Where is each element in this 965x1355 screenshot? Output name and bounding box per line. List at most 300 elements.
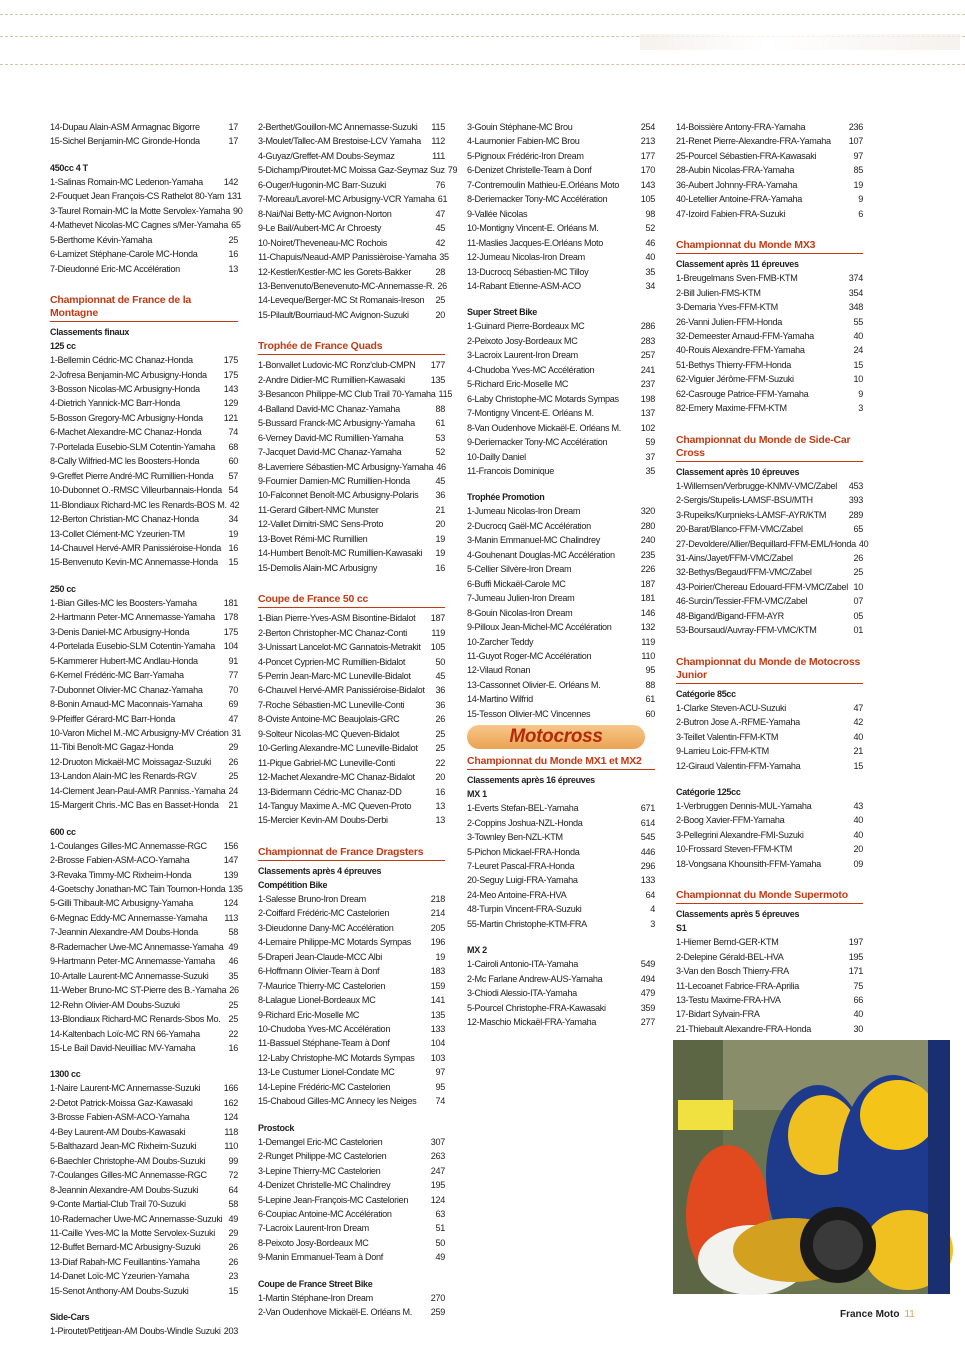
result-points: 147 [223,855,238,866]
result-entry: 2-Andre Didier-MC Rumillien-Kawasaki [258,374,405,385]
result-points: 141 [430,995,445,1006]
result-points: 24 [228,785,238,796]
result-entry: 82-Emery Maxime-FFM-KTM [676,403,787,414]
category-heading: Classement après 10 épreuves [676,466,800,477]
result-row [467,801,655,815]
result-entry: 10-Falconnet Benoît-MC Arbusigny-Polaris [258,490,419,501]
result-entry: 2-Berton Christopher-MC Chanaz-Conti [258,627,407,638]
result-points: 40 [853,1009,863,1020]
result-points: 36 [435,699,445,710]
result-entry: 4-Chudoba Yves-MC Accélération [467,364,595,375]
section-title: Championnat du Monde de Motocross Junior [676,656,863,684]
result-entry: 12-Giraud Valentin-FFM-Yamaha [676,760,801,771]
result-points: 124 [223,1112,238,1123]
page-footer [840,1309,915,1320]
result-entry: 10-Dailly Daniel [467,451,526,462]
result-entry: 5-Bosson Gregory-MC Arbusigny-Honda [50,412,203,423]
result-points: 36 [435,490,445,501]
result-points: 52 [645,223,655,234]
result-row [50,755,238,769]
result-entry: 14-Martino Wilfrid [467,694,533,705]
result-row [258,221,445,235]
result-points: 181 [223,597,238,608]
result-points: 289 [848,509,863,520]
result-points: 61 [437,194,448,205]
result-row [258,1149,445,1163]
result-entry: 11-Francois Dominique [467,465,555,476]
result-row [676,565,863,579]
result-row [50,1226,238,1240]
result-points: 79 [447,165,458,176]
divider [0,64,965,65]
result-points: 135 [430,1009,445,1020]
result-points: 61 [435,418,445,429]
result-points: 259 [430,1307,445,1318]
result-entry: 1-Breugelmans Sven-FMB-KTM [676,273,798,284]
spacer [676,416,863,428]
result-points: 74 [435,1096,445,1107]
spacer [50,813,238,825]
spacer [676,871,863,883]
result-entry: 20-Seguy Luigi-FRA-Yamaha [467,875,578,886]
result-points: 74 [228,427,238,438]
result-row [258,503,445,517]
result-points: 68 [228,441,238,452]
result-entry: 4-Balland David-MC Chanaz-Yamaha [258,403,400,414]
result-row [50,654,238,668]
result-points: 42 [435,237,445,248]
result-entry: 7-Dubonnet Olivier-MC Chanaz-Yamaha [50,684,203,695]
spacer [467,478,655,490]
result-points: 137 [640,408,655,419]
result-points: 26 [437,280,447,291]
result-row [50,483,238,497]
result-entry: 10-Varon Michel M.-MC Arbusigny-MV Création [50,727,229,738]
result-entry: 3-Chiodi Alessio-ITA-Yamaha [467,988,577,999]
result-points: 50 [435,656,445,667]
result-row [258,1080,445,1094]
result-entry: 62-Viguier Jérôme-FFM-Suzuki [676,374,794,385]
result-points: 19 [853,179,863,190]
result-points: 175 [223,626,238,637]
result-row [676,192,863,206]
result-row [258,1094,445,1108]
result-entry: 11-Lecoanet Fabrice-FRA-Aprilia [676,980,799,991]
result-row [676,537,869,551]
result-points: 25 [228,771,238,782]
result-points: 124 [223,898,238,909]
result-row [467,707,655,721]
result-row [676,401,863,415]
result-entry: 1-Bian Gilles-MC les Boosters-Yamaha [50,597,197,608]
result-row [50,175,238,189]
result-row [467,149,655,163]
result-entry: 3-Manin Emmanuel-MC Chalindrey [467,535,601,546]
result-points: 54 [228,485,238,496]
result-points: 105 [430,642,445,653]
result-points: 218 [430,893,445,904]
result-entry: 1-Naire Laurent-MC Annemasse-Suzuki [50,1083,201,1094]
result-entry: 2-Peixoto Josy-Bordeaux MC [467,335,578,346]
result-row [467,1001,655,1015]
result-points: 277 [640,1017,655,1028]
result-row [676,950,863,964]
result-points: 45 [435,475,445,486]
result-points: 241 [640,364,655,375]
result-points: 20 [853,844,863,855]
result-row [258,1193,445,1207]
result-row [50,120,238,134]
result-entry: 9-Pilloux Jean-Michel-MC Accélération [467,622,612,633]
result-points: 49 [228,1213,238,1224]
result-row [467,134,655,148]
result-row [676,329,863,343]
result-points: 46 [645,237,655,248]
result-entry: 8-Bonin Arnaud-MC Maconnais-Yamaha [50,699,203,710]
result-points: 103 [430,1052,445,1063]
result-entry: 5-Cellier Silvère-Iron Dream [467,564,572,575]
result-row [50,911,238,925]
result-row [258,906,445,920]
result-entry: 13-Testu Maxime-FRA-HVA [676,995,781,1006]
result-entry: 5-Pignoux Frédéric-Iron Dream [467,150,584,161]
result-entry: 2-Runget Philippe-MC Castelorien [258,1151,387,1162]
result-points: 171 [848,966,863,977]
result-points: 129 [223,398,238,409]
result-points: 52 [435,447,445,458]
result-entry: 8-Lalague Lionel-Bordeaux MC [258,995,376,1006]
result-points: 47 [228,713,238,724]
result-entry: 6-Lamizet Stéphane-Carole MC-Honda [50,249,198,260]
result-row [467,562,655,576]
result-entry: 6-Denizet Christelle-Team à Donf [467,165,592,176]
result-row [258,373,445,387]
result-entry: 3-Besancon Philippe-MC Club Trail 70-Yamaha [258,389,436,400]
result-entry: 4-Bey Laurent-AM Doubs-Kawasaki [50,1126,186,1137]
result-entry: 1-Guinard Pierre-Bordeaux MC [467,321,585,332]
result-points: 42 [229,499,240,510]
result-row [258,460,445,474]
result-points: 21 [853,746,863,757]
result-points: 107 [848,136,863,147]
result-row [676,387,863,401]
result-points: 72 [228,1170,238,1181]
result-row [50,1197,238,1211]
result-row [258,964,445,978]
result-entry: 15-Pilault/Bourriaud-MC Avignon-Suzuki [258,309,409,320]
result-points: 237 [640,379,655,390]
result-entry: 6-Buffi Mickaël-Carole MC [467,578,566,589]
result-entry: 5-Berthome Kévin-Yamaha [50,234,153,245]
result-entry: 48-Turpin Vincent-FRA-Suzuki [467,904,582,915]
header-decoration [640,34,960,50]
result-entry: 32-Bethys/Begaud/FFM-VMC/Zabel [676,567,812,578]
result-entry: 2-Jofresa Benjamin-MC Arbusigny-Honda [50,369,207,380]
result-entry: 43-Poirier/Chereau Edouard-FFM-VMC/Zabel [676,581,848,592]
result-entry: 7-Portelada Eusebio-SLM Cotentin-Yamaha [50,441,216,452]
result-entry: 8-Rademacher Uwe-MC Annemasse-Yamaha [50,941,224,952]
result-points: 213 [640,136,655,147]
result-points: 104 [223,641,238,652]
result-row [258,979,445,993]
result-points: 178 [223,612,238,623]
result-row [50,411,238,425]
result-points: 545 [640,832,655,843]
result-row [50,1012,238,1026]
result-entry: 15-Sichel Benjamin-MC Gironde-Honda [50,136,200,147]
result-entry: 14-Tanguy Maxime A.-MC Queven-Proto [258,801,412,812]
result-entry: 11-Guyot Roger-MC Accélération [467,650,592,661]
result-row [258,1008,445,1022]
result-row [467,450,655,464]
result-row [50,1255,238,1269]
result-points: 159 [430,980,445,991]
result-row [676,744,863,758]
result-entry: 6-Megnac Eddy-MC Annemasse-Yamaha [50,912,208,923]
results-column-2 [258,120,458,1320]
result-entry: 12-Vilaud Ronan [467,665,531,676]
result-entry: 7-Jacquet David-MC Chanaz-Yamaha [258,447,402,458]
spacer [467,931,655,943]
result-points: 247 [430,1165,445,1176]
result-entry: 6-Chauvel Hervé-AMR Panissiéroise-Bidalot [258,685,425,696]
result-points: 13 [228,263,238,274]
category-heading: Classements après 4 épreuves [258,865,382,876]
result-points: 112 [431,136,445,147]
result-points: 35 [228,970,238,981]
category-heading: Classements après 16 épreuves [467,775,595,786]
result-points: 446 [640,846,655,857]
result-points: 110 [224,1141,238,1152]
motocross-banner: Motocross [467,725,645,749]
result-entry: 1-Willemsen/Verbrugge-KNMV-VMC/Zabel [676,480,838,491]
result-points: 195 [430,1180,445,1191]
result-points: 28 [435,266,445,277]
result-row [50,368,238,382]
result-points: 09 [853,858,863,869]
section-title: Championnat du Monde de Side-Car Cross [676,434,863,462]
result-points: 22 [228,1028,238,1039]
result-row [467,917,655,931]
result-row [50,625,238,639]
result-points: 16 [228,1043,238,1054]
result-row [676,609,863,623]
result-points: 64 [228,1184,238,1195]
result-entry: 3-Van den Bosch Thierry-FRA [676,966,789,977]
result-row [50,1324,238,1338]
result-entry: 4-Dietrich Yannick-MC Barr-Honda [50,398,181,409]
result-row [258,445,445,459]
result-row [258,799,445,813]
result-points: 183 [430,966,445,977]
result-points: 393 [848,495,863,506]
result-entry: 7-Jeannin Alexandre-AM Doubs-Honda [50,927,199,938]
category-heading: Catégorie 125cc [676,786,741,797]
result-row [467,606,655,620]
section-title: Championnat du Monde MX1 et MX2 [467,755,655,770]
result-entry: 25-Pourcel Sébastien-FRA-Kawasaki [676,150,817,161]
result-row [50,396,238,410]
result-row [258,1164,445,1178]
result-row [258,683,445,697]
spacer [50,1298,238,1310]
result-entry: 11-Tibi Benoît-MC Gagaz-Honda [50,742,174,753]
result-points: 70 [228,684,238,695]
result-entry: 3-Revaka Timmy-MC Rixheim-Honda [50,869,192,880]
result-row [50,882,243,896]
result-row [467,236,655,250]
section-title: Championnat du Monde Supermoto [676,889,863,904]
category-heading: Coupe de France Street Bike [258,1278,373,1289]
result-points: 307 [430,1136,445,1147]
result-row [50,469,238,483]
result-entry: 13-Cassonnet Olivier-E. Orléans M. [467,679,601,690]
result-entry: 9-Le Bail/Aubert-MC Ar Chroesty [258,223,382,234]
result-entry: 14-Chauvel Hervé-AMR Panissiéroise-Honda [50,542,221,553]
result-entry: 55-Martin Christophe-KTM-FRA [467,918,587,929]
result-points: 10 [853,374,863,385]
result-points: 65 [231,220,241,231]
category-heading: 250 cc [50,583,76,594]
result-entry: 1-Coulanges Gilles-MC Annemasse-RGC [50,840,207,851]
result-points: 15 [853,359,863,370]
result-points: 60 [228,456,238,467]
spacer [50,149,238,161]
result-row [50,555,238,569]
result-entry: 6-Verney David-MC Rumillien-Yamaha [258,432,404,443]
result-points: 270 [430,1292,445,1303]
result-entry: 1-Jumeau Nicolas-Iron Dream [467,506,581,517]
result-row [467,265,655,279]
result-points: 30 [853,1023,863,1034]
section-title: Coupe de France 50 cc [258,593,445,608]
result-row [258,669,445,683]
result-row [258,785,445,799]
result-points: 16 [228,542,238,553]
result-entry: 1-Bian Pierre-Yves-ASM Bisontine-Bidalot [258,613,416,624]
result-points: 671 [640,803,655,814]
result-points: 40 [853,731,863,742]
result-points: 20 [435,309,445,320]
result-points: 76 [435,179,445,190]
result-points: 64 [645,889,655,900]
result-points: 26 [435,714,445,725]
result-entry: 2-Butron Jose A.-RFME-Yamaha [676,717,800,728]
result-points: 25 [435,743,445,754]
result-points: 124 [430,1194,445,1205]
result-row [258,308,445,322]
result-row [676,964,863,978]
result-row [50,1081,238,1095]
result-row [258,813,445,827]
result-entry: 10-Noiret/Theveneau-MC Rochois [258,237,387,248]
result-row [50,668,238,682]
result-row [50,639,238,653]
result-entry: 12-Maschio Mickaël-FRA-Yamaha [467,1017,597,1028]
result-points: 13 [435,815,445,826]
result-points: 135 [430,374,445,385]
result-row [50,954,238,968]
result-points: 25 [435,295,445,306]
result-entry: 2-Ducrocq Gaël-MC Accélération [467,520,591,531]
result-row [467,363,655,377]
result-points: 205 [430,922,445,933]
result-entry: 8-Nai/Nai Betty-MC Avignon-Norton [258,208,392,219]
result-entry: 5-Perrin Jean-Marc-MC Luneville-Bidalot [258,670,411,681]
result-entry: 15-Chaboud Gilles-MC Annecy les Neiges [258,1096,417,1107]
result-points: 99 [228,1155,238,1166]
result-entry: 7-Roche Sébastien-MC Luneville-Conti [258,699,405,710]
page-number: 11 [904,1309,915,1320]
category-heading: Super Street Bike [467,307,537,318]
result-entry: 21-Renet Pierre-Alexandre-FRA-Yamaha [676,136,831,147]
result-row [50,233,238,247]
spacer [50,570,238,582]
category-heading: MX 2 [467,945,487,956]
result-entry: 2-Fouquet Jean François-CS Rathelot 80-Yam [50,191,225,202]
result-row [50,1041,238,1055]
result-row [50,1096,238,1110]
result-row [467,377,655,391]
result-row [258,727,445,741]
result-points: 113 [224,912,238,923]
result-row [676,120,863,134]
result-points: 36 [435,685,445,696]
result-entry: 20-Barat/Blanco-FFM-VMC/Zabel [676,524,803,535]
result-points: 280 [640,520,655,531]
result-entry: 48-Bigand/Bigand-FFM-AYR [676,610,784,621]
result-entry: 10-Zarcher Teddy [467,636,534,647]
result-points: 40 [645,252,655,263]
result-row [676,813,863,827]
result-points: 47 [435,208,445,219]
result-row [258,1051,445,1065]
spacer [258,828,445,840]
result-entry: 1-Demangel Eric-MC Castelorien [258,1136,383,1147]
result-row [50,596,238,610]
result-points: 07 [853,596,863,607]
result-row [467,406,655,420]
result-row [676,935,863,949]
result-points: 26 [229,985,239,996]
result-entry: 3-Lepine Thierry-MC Castelorien [258,1165,381,1176]
result-entry: 1-Bellemin Cédric-MC Chanaz-Honda [50,355,193,366]
result-entry: 15-Senot Anthony-AM Doubs-Suzuki [50,1285,189,1296]
result-row [467,873,655,887]
result-entry: 1-Hiemer Bernd-GER-KTM [676,937,779,948]
result-points: 175 [223,355,238,366]
result-row [467,663,655,677]
result-row [50,896,238,910]
result-points: 3 [858,403,863,414]
result-points: 177 [640,150,655,161]
result-row [50,712,238,726]
result-entry: 5-Balthazard Jean-MC Rixheim-Suzuki [50,1141,197,1152]
result-row [50,983,238,997]
section-title: Championnat de France Dragsters [258,846,445,861]
result-entry: 62-Casrouge Patrice-FFM-Yamaha [676,388,809,399]
result-points: 6 [858,208,863,219]
result-points: 105 [640,194,655,205]
result-entry: 12-Berton Christian-MC Chanaz-Honda [50,514,199,525]
category-heading: Compétition Bike [258,879,328,890]
result-points: 47 [853,702,863,713]
result-entry: 3-Lacroix Laurent-Iron Dream [467,350,578,361]
result-entry: 12-Kestler/Kestler-MC les Gorets-Bakker [258,266,412,277]
result-row [50,726,241,740]
result-row [50,925,238,939]
result-entry: 2-Coiffard Frédéric-MC Castelorien [258,908,390,919]
